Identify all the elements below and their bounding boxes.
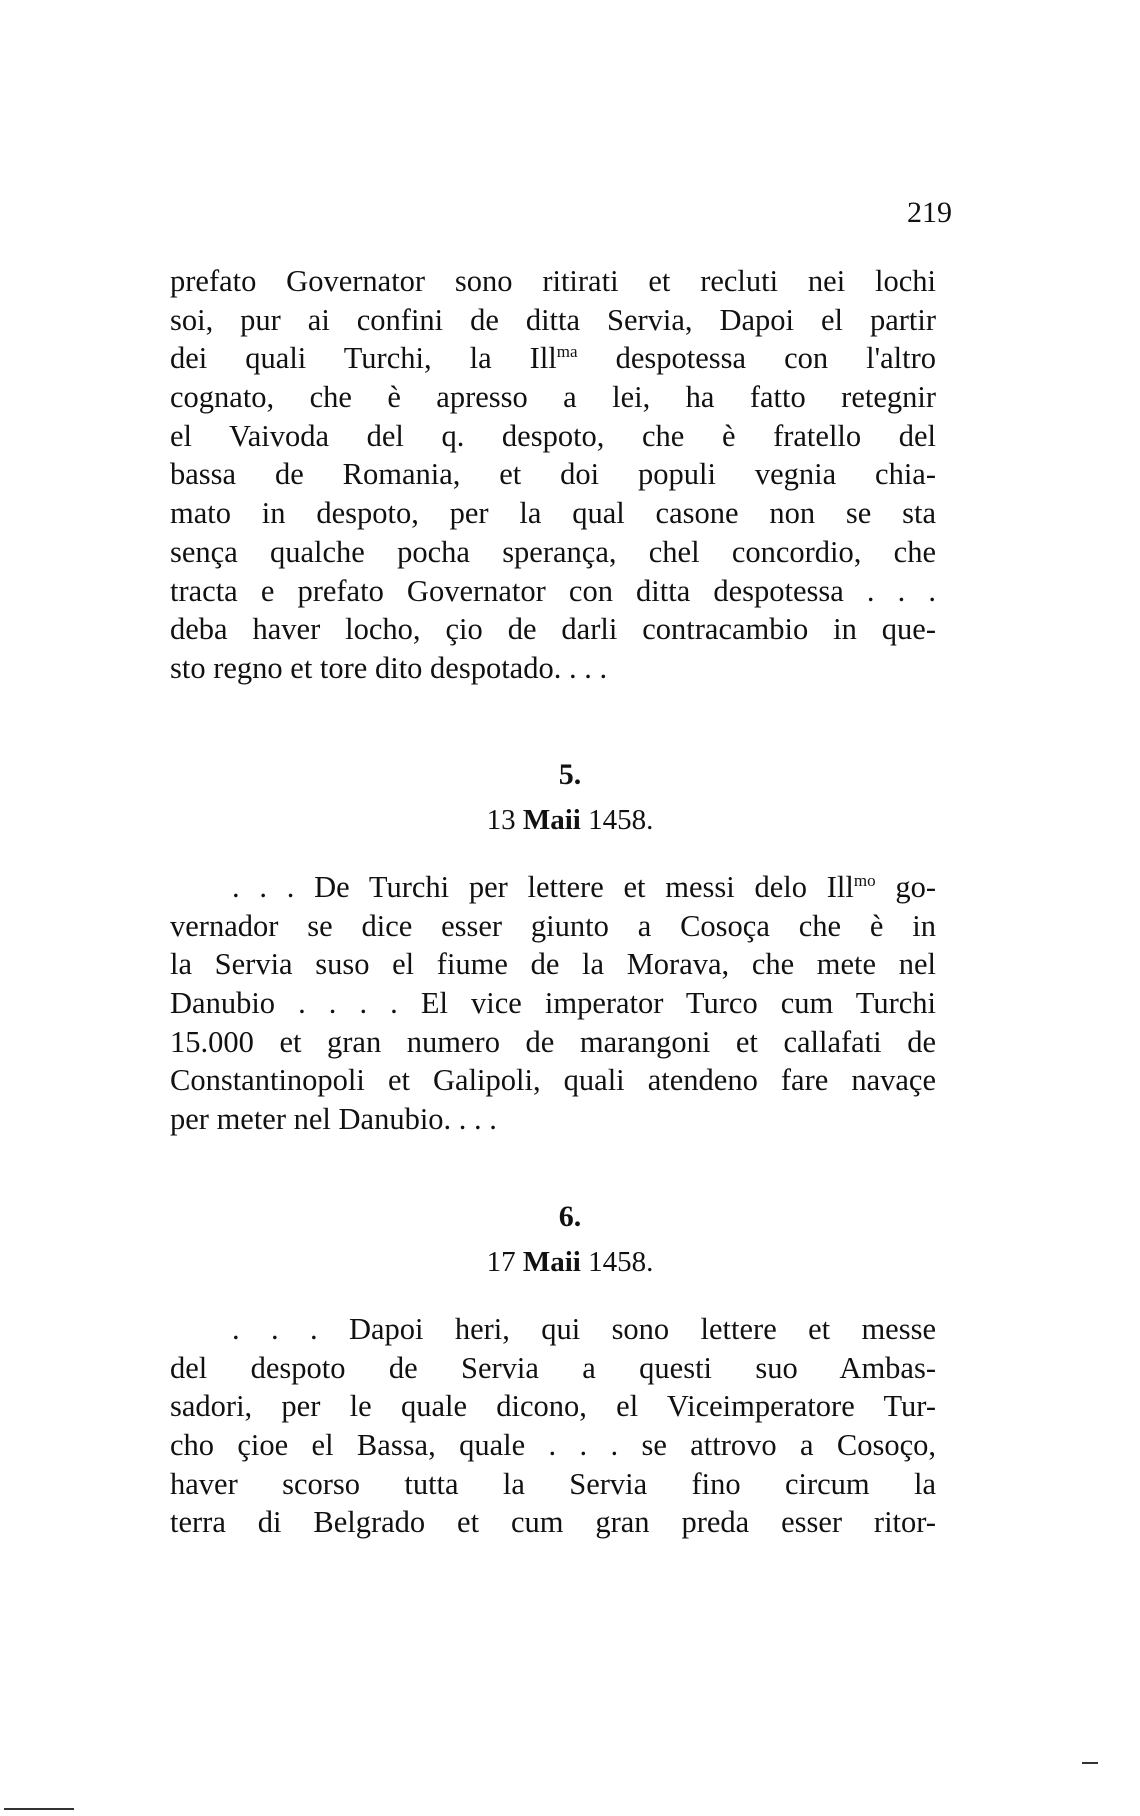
text-line: sadori, per le quale dicono, el Viceimperatore Tur- — [170, 1389, 936, 1424]
date-day: 17 — [486, 1246, 516, 1278]
date-day: 13 — [486, 804, 516, 836]
text-line: deba haver locho, çio de darli contracambio in que- — [170, 612, 936, 647]
text-line: bassa de Romania, et doi populi vegnia chia- — [170, 457, 936, 492]
scan-smudge — [1082, 1762, 1098, 1764]
text-line: cognato, che è apresso a lei, ha fatto retegnir — [170, 380, 936, 415]
text-line: 15.000 et gran numero de marangoni et callafati de — [170, 1024, 936, 1059]
section-number: 6. — [558, 1200, 582, 1233]
section-number: 5. — [558, 758, 582, 791]
page-number: 219 — [907, 196, 952, 229]
paragraph-1 — [170, 262, 936, 688]
text-segment: . . . De Turchi per lettere et messi delo Ill — [232, 870, 854, 904]
text-segment: despotessa con l'altro — [577, 341, 936, 376]
superscript-abbreviation: ma — [556, 342, 578, 362]
paragraph-2 — [170, 868, 936, 1139]
scan-smudge — [4, 1808, 74, 1810]
text-line: del despoto de Servia a questi suo Ambas- — [170, 1350, 936, 1385]
date-month: Maii — [522, 1246, 581, 1278]
text-line: terra di Belgrado et cum gran preda esser ritor- — [170, 1505, 936, 1540]
text-line: cho çioe el Bassa, quale . . . se attrovo a Cosoço, — [170, 1428, 936, 1463]
date-month: Maii — [522, 804, 581, 836]
text-line: vernador se dice esser giunto a Cosoça che è in — [170, 908, 936, 943]
date-year: 1458. — [588, 1246, 654, 1278]
text-line: sença qualche pocha sperança, chel concordio, che — [170, 534, 936, 569]
paragraph-3 — [170, 1310, 936, 1542]
text-segment: dei quali Turchi, la Ill — [170, 341, 557, 376]
text-line: la Servia suso el fiume de la Morava, che mete nel — [170, 947, 936, 982]
text-line: haver scorso tutta la Servia fino circum la — [170, 1466, 936, 1501]
text-segment: go- — [875, 870, 936, 904]
text-line: tracta e prefato Governator con ditta despotessa . . . — [170, 573, 936, 608]
section-date — [0, 1246, 1140, 1279]
text-line: per meter nel Danubio. . . . — [170, 1102, 497, 1137]
section-date — [0, 804, 1140, 837]
superscript-abbreviation: mo — [853, 870, 876, 890]
text-line — [170, 339, 936, 378]
text-line: . . . Dapoi heri, qui sono lettere et messe — [232, 1312, 936, 1346]
text-line: prefato Governator sono ritirati et recluti nei lochi — [170, 264, 936, 298]
date-year: 1458. — [588, 804, 654, 836]
text-line: mato in despoto, per la qual casone non se sta — [170, 496, 936, 531]
text-line: Constantinopoli et Galipoli, quali atendeno fare navaçe — [170, 1063, 936, 1098]
text-line: soi, pur ai confini de ditta Servia, Dapoi el partir — [170, 302, 936, 337]
text-line: Danubio . . . . El vice imperator Turco cum Turchi — [170, 986, 936, 1021]
text-line: el Vaivoda del q. despoto, che è fratello del — [170, 418, 936, 453]
text-line: sto regno et tore dito despotado. . . . — [170, 650, 608, 685]
text-line — [170, 868, 936, 907]
